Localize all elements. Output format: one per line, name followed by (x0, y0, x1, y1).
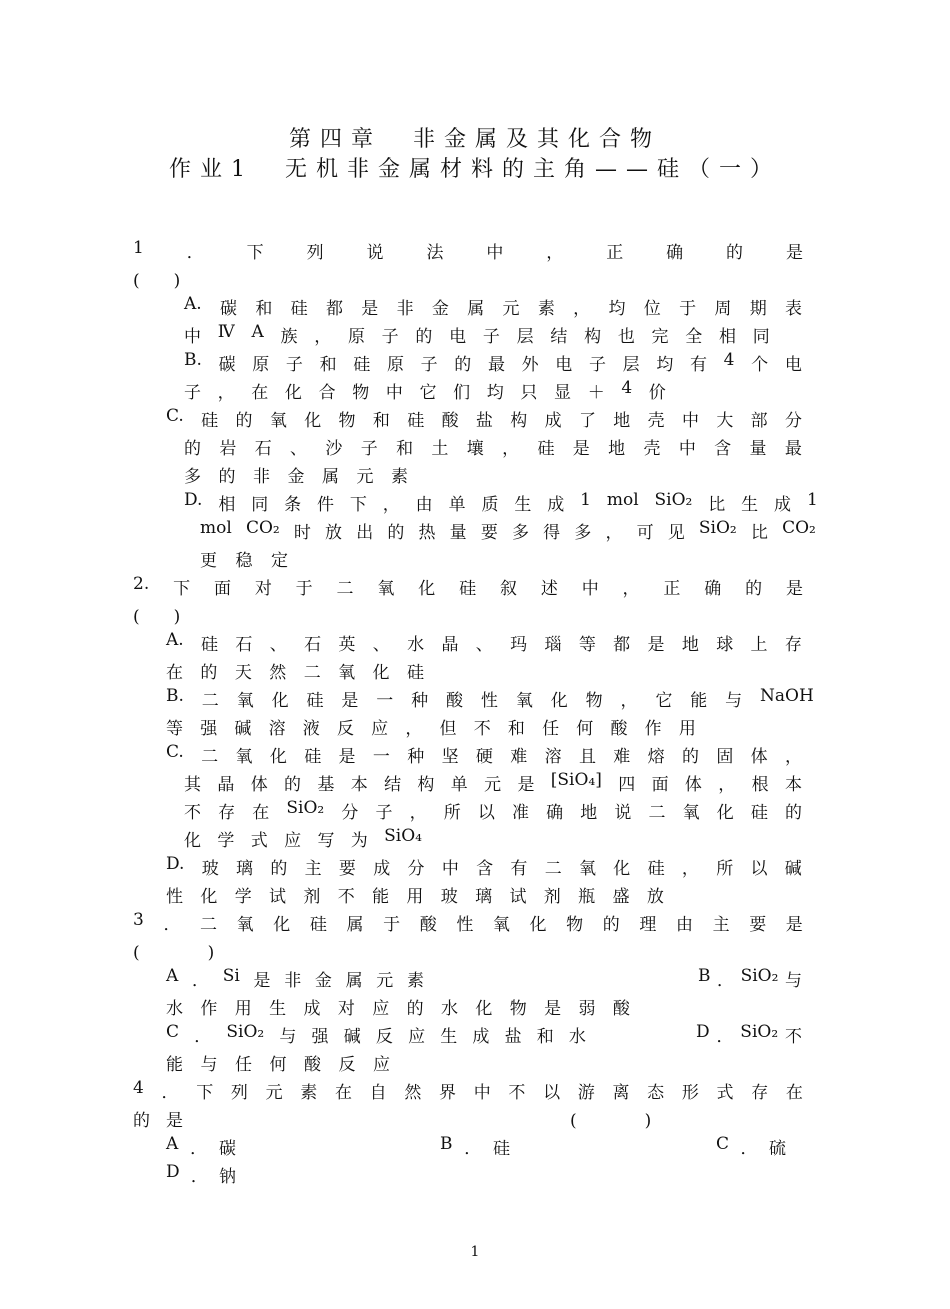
assignment-title: 作业1 无机非金属材料的主角——硅（一） (169, 157, 781, 182)
text-line: 2. 下 面 对 于 二 氧 化 硅 叙 述 中 ， 正 确 的 是 (133, 574, 803, 599)
page-number: 1 (470, 1244, 480, 1260)
text-line: 的 岩 石 、 沙 子 和 土 壤 ， 硅 是 地 壳 中 含 量 最 (184, 439, 802, 459)
text-line: ( ) (133, 271, 181, 291)
text-line: C ． 硫 (716, 1134, 786, 1159)
text-line: 的 是 (133, 1111, 183, 1131)
text-line: A. 硅 石 、 石 英 、 水 晶 、 玛 瑙 等 都 是 地 球 上 存 (166, 630, 802, 655)
text-line: B. 碳 原 子 和 硅 原 子 的 最 外 电 子 层 均 有 4 个 电 (184, 350, 802, 375)
text-line: A ． 碳 (166, 1134, 236, 1159)
text-line: 1 ． 下 列 说 法 中 ， 正 确 的 是 (133, 238, 803, 263)
text-line: D. 玻 璃 的 主 要 成 分 中 含 有 二 氧 化 硅 ， 所 以 碱 (166, 854, 802, 879)
text-line: 水 作 用 生 成 对 应 的 水 化 物 是 弱 酸 (166, 999, 630, 1019)
text-line: mol CO₂ 时 放 出 的 热 量 要 多 得 多 ， 可 见 SiO₂ 比 CO₂ (200, 518, 816, 543)
text-line: B ． 硅 (440, 1134, 510, 1159)
text-line: 子 ， 在 化 合 物 中 它 们 均 只 显 ＋ 4 价 (184, 378, 666, 403)
text-line: B. 二 氧 化 硅 是 一 种 酸 性 氧 化 物 ， 它 能 与 NaOH (166, 686, 814, 711)
text-line: 3 ． 二 氧 化 硅 属 于 酸 性 氧 化 物 的 理 由 主 要 是 (133, 910, 803, 935)
text-line: 4 ． 下 列 元 素 在 自 然 界 中 不 以 游 离 态 形 式 存 在 (133, 1078, 803, 1103)
text-line: 多 的 非 金 属 元 素 (184, 467, 408, 487)
text-line: D ． 钠 (166, 1162, 236, 1187)
text-line: 不 存 在 SiO₂ 分 子 ， 所 以 准 确 地 说 二 氧 化 硅 的 (184, 798, 802, 823)
text-line: D ． SiO₂ 不 (696, 1022, 802, 1047)
text-line: 中 Ⅳ A 族 ， 原 子 的 电 子 层 结 构 也 完 全 相 同 (184, 322, 770, 347)
text-line: 能 与 任 何 酸 反 应 (166, 1055, 390, 1075)
text-line: ( ) (570, 1111, 652, 1131)
text-line: C. 二 氧 化 硅 是 一 种 坚 硬 难 溶 且 难 熔 的 固 体 ， (166, 742, 802, 767)
text-line: 在 的 天 然 二 氧 化 硅 (166, 663, 424, 683)
text-line: 更 稳 定 (200, 551, 288, 571)
text-line: D. 相 同 条 件 下 ， 由 单 质 生 成 1 mol SiO₂ 比 生 成 1 (184, 490, 818, 515)
text-line: ( ) (133, 607, 181, 627)
text-line: 性 化 学 试 剂 不 能 用 玻 璃 试 剂 瓶 盛 放 (166, 887, 664, 907)
text-line: C. 硅 的 氧 化 物 和 硅 酸 盐 构 成 了 地 壳 中 大 部 分 (166, 406, 802, 431)
chapter-title: 第四章 非金属及其化合物 (288, 127, 661, 152)
text-line: 其 晶 体 的 基 本 结 构 单 元 是 [SiO₄] 四 面 体 ， 根 本 (184, 770, 802, 795)
text-line: 等 强 碱 溶 液 反 应 ， 但 不 和 任 何 酸 作 用 (166, 719, 696, 739)
text-line: C ． SiO₂ 与 强 碱 反 应 生 成 盐 和 水 (166, 1022, 586, 1047)
text-line: A. 碳 和 硅 都 是 非 金 属 元 素 ， 均 位 于 周 期 表 (184, 294, 802, 319)
text-line: A ． Si 是 非 金 属 元 素 (166, 966, 424, 991)
text-line: ( ) (133, 943, 215, 963)
text-line: 化 学 式 应 写 为 SiO₄ (184, 826, 422, 851)
text-line: B ． SiO₂ 与 (698, 966, 802, 991)
